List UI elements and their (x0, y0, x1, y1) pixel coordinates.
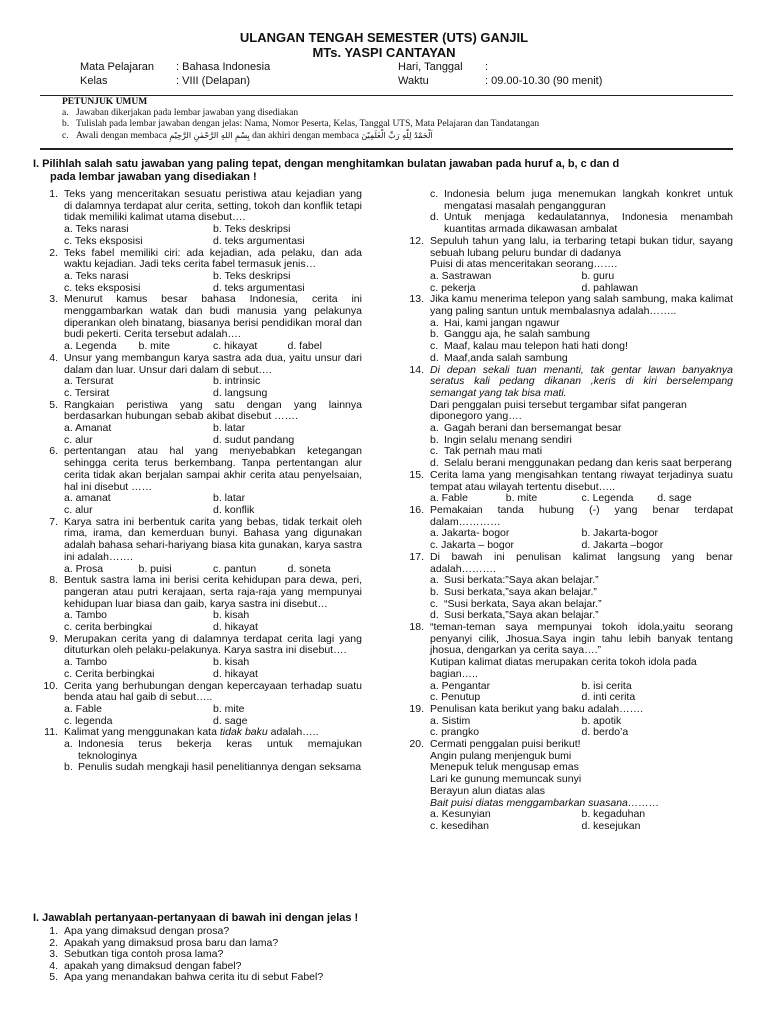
q11-letter-c: c. (430, 188, 439, 200)
q17-letter-a: a. (430, 574, 439, 587)
question-17 (406, 552, 733, 622)
q16-option-c[interactable]: c. Jakarta – bogor (430, 539, 515, 552)
q2-text: Teks fabel memiliki ciri: ada kejadian, ada pelaku, dan ada waktu kejadian. Jadi teks cerita fabel termasuk jenis… (64, 246, 362, 271)
q19-text: Penulisan kata berikut yang baku adalah……. (430, 702, 644, 715)
question-6 (40, 446, 362, 516)
q12-option-b[interactable]: b. guru (581, 269, 615, 282)
q6-option-b[interactable]: b. latar (213, 492, 246, 505)
q10-option-c[interactable]: c. legenda (64, 714, 113, 727)
exam-title: ULANGAN TENGAH SEMESTER (UTS) GANJIL (239, 30, 529, 45)
q20-number: 20. (409, 738, 424, 751)
q11-text-post: adalah….. (267, 726, 319, 739)
instruction-a: a. Jawaban dikerjakan pada lembar jawaban yang disediakan (62, 108, 299, 118)
question-16 (406, 505, 733, 552)
subject-label: Mata Pelajaran (80, 61, 154, 73)
q12-prompt: Puisi di atas menceritakan seorang……. (430, 258, 618, 271)
q6-option-d[interactable]: d. konflik (213, 503, 255, 516)
q17-option-b[interactable]: Susi berkata,”saya akan belajar.” (444, 585, 597, 598)
question-4 (40, 353, 362, 400)
question-10 (40, 681, 362, 728)
general-instructions-heading: PETUNJUK UMUM (62, 97, 148, 107)
q1-option-c[interactable]: c. Teks eksposisi (64, 234, 143, 247)
general-instructions (62, 97, 539, 142)
q11-text-italic: tidak baku (219, 726, 268, 739)
q12-number: 12. (409, 234, 424, 247)
left-question-column (40, 189, 362, 774)
q4-option-d[interactable]: d. langsung (213, 386, 268, 399)
q11-letter-d: d. (430, 211, 439, 224)
q16-option-b[interactable]: b. Jakarta-bogor (581, 527, 658, 540)
instruction-c: c. Awali dengan membaca بِسْمِ اللهِ الرَّحْمٰنِ الرَّحِيْمِ dan akhiri dengan membaca اَلْحَمْدُ لِلّٰهِ رَبِّ الْعٰلَمِيْنَ (62, 131, 433, 141)
q12-option-d[interactable]: d. pahlawan (581, 281, 639, 294)
essay-text: apakah yang dimaksud dengan fabel? (64, 959, 242, 972)
header-divider (40, 95, 733, 96)
q13-option-a[interactable]: Hai, kami jangan ngawur (444, 316, 560, 329)
q5-option-d[interactable]: d. sudut pandang (213, 433, 295, 446)
q18-option-b[interactable]: b. isi cerita (581, 679, 632, 692)
q6-number: 6. (49, 445, 58, 458)
q8-number: 8. (49, 574, 58, 587)
q10-text: Cerita yang berhubungan dengan kepercayaan terhadap suatu benda atau hal gaib di sebut….. (64, 679, 362, 704)
q2-option-b[interactable]: b. Teks deskripsi (213, 269, 291, 282)
q18-option-d[interactable]: d. inti cerita (581, 691, 636, 704)
q19-number: 19. (409, 702, 424, 715)
q7-option-c[interactable]: c. pantun (213, 562, 257, 575)
q11-option-c[interactable]: Indonesia belum juga menemukan langkah konkret untuk mengatasi masalah pengangguran (444, 188, 733, 212)
q9-option-c[interactable]: c. Cerita berbingkai (64, 667, 155, 680)
q4-number: 4. (49, 351, 58, 364)
q14-option-b[interactable]: Ingin selalu menang sendiri (444, 433, 572, 446)
q5-option-a[interactable]: a. Amanat (64, 422, 112, 435)
question-8 (40, 575, 362, 634)
q1-text: Teks yang menceritakan sesuatu peristiwa atau kejadian yang di dalamnya terdapat alur cerita, setting, tokoh dan konflik tetapi tidak memiliki kalimat utama disebut…. (64, 188, 362, 224)
q13-option-b[interactable]: Ganggu aja, he salah sambung (444, 328, 590, 341)
question-1 (40, 189, 362, 248)
instruction-b-text: Tulislah pada lembar jawaban dengan jelas: Nama, Nomor Peserta, Kelas, Tanggal UTS, Mata Pelajaran dan Tandatangan (76, 119, 540, 129)
q18-option-a[interactable]: a. Pengantar (430, 679, 491, 692)
q10-option-a[interactable]: a. Fable (64, 702, 102, 715)
q15-number: 15. (409, 468, 424, 481)
q1-number: 1. (49, 188, 58, 200)
hamdalah-text: اَلْحَمْدُ لِلّٰهِ رَبِّ الْعٰلَمِيْنَ (361, 131, 433, 140)
question-13 (406, 294, 733, 364)
q13-letter-a: a. (430, 316, 439, 329)
q11-number: 11. (44, 726, 58, 739)
q1-option-b[interactable]: b. Teks deskripsi (213, 223, 291, 236)
essay-question (40, 972, 540, 984)
q14-letter-a: a. (430, 422, 439, 435)
q16-number: 16. (409, 503, 424, 516)
q19-option-b[interactable]: b. apotik (581, 714, 622, 727)
essay-text: Sebutkan tiga contoh prosa lama? (64, 948, 224, 960)
q10-number: 10. (43, 679, 58, 692)
q19-option-c[interactable]: c. prangko (430, 726, 480, 739)
time-label: Waktu (398, 75, 429, 87)
q3-option-c[interactable]: c. hikayat (213, 340, 258, 353)
q2-option-a[interactable]: a. Teks narasi (64, 269, 129, 282)
q14-option-a[interactable]: Gagah berani dan bersemangat besar (444, 422, 622, 435)
essay-question (40, 949, 540, 961)
q15-option-d[interactable]: d. sage (657, 492, 692, 505)
q16-text: Pemakaian tanda hubung (-) yang benar terdapat dalam………… (430, 503, 733, 528)
q20-option-a[interactable]: a. Kesunyian (430, 808, 491, 821)
q14-prompt: Dari penggalan puisi tersebut tergambar sifat pangeran diponegoro yang…. (430, 398, 687, 423)
q7-option-a[interactable]: a. Prosa (64, 562, 104, 575)
q6-text: pertentangan atau hal yang menyebabkan ketegangan sehingga cerita terus berkembang. Tanpa pertentangan alur cerita tidak akan berjalan sampai akhir cerita atau penyelsaian, hal ini disebut …… (64, 445, 362, 493)
q17-letter-b: b. (430, 585, 439, 598)
q13-option-c[interactable]: Maaf, kalau mau telepon hati hati dong! (444, 340, 628, 353)
q3-option-d[interactable]: d. fabel (287, 340, 322, 353)
school-name: MTs. YASPI CANTAYAN (312, 45, 456, 60)
q18-prompt: Kutipan kalimat diatas merupakan cerita tokoh idola pada bagian….. (430, 656, 697, 680)
q18-text: “teman-teman saya mempunyai tokoh idola,yaitu seorang penyanyi cilik, Jhosua.Saya ingin tahu lebih banyak tentang jhosua, dengarkan ya cerita saya….” (430, 621, 733, 657)
question-9 (40, 634, 362, 681)
q5-number: 5. (49, 398, 58, 411)
q5-text: Rangkaian peristiwa yang satu dengan yang lainnya berdasarkan hubungan sebab akibat disebut ……. (64, 398, 362, 423)
instruction-c-pre: Awali dengan membaca (76, 131, 167, 141)
q15-option-c[interactable]: c. Legenda (581, 492, 634, 505)
section1-instruction-line2: pada lembar jawaban yang disediakan ! (50, 171, 257, 183)
q14-letter-b: b. (430, 433, 439, 446)
essay-question-list (40, 926, 540, 984)
q20-option-c[interactable]: c. kesedihan (430, 819, 489, 832)
q6-option-a[interactable]: a. amanat (64, 492, 111, 505)
q17-option-a[interactable]: Susi berkata:”Saya akan belajar.” (444, 574, 599, 587)
q14-option-c[interactable]: Tak pernah mau mati (444, 445, 543, 458)
section1-instruction-line1: I. Pilihlah salah satu jawaban yang paling tepat, dengan menghitamkan bulatan jawaban pada huruf a, b, c dan d (33, 158, 620, 170)
q12-option-c[interactable]: c. pekerja (430, 281, 476, 294)
question-12 (406, 236, 733, 295)
q20-text: Cermati penggalan puisi berikut! (430, 738, 581, 751)
q3-number: 3. (49, 293, 58, 306)
q8-option-b[interactable]: b. kisah (213, 609, 250, 622)
q5-option-c[interactable]: c. alur (64, 433, 93, 446)
q11-letter-b: b. (64, 761, 73, 774)
q8-option-c[interactable]: c. cerita berbingkai (64, 621, 153, 634)
q7-number: 7. (49, 515, 58, 528)
q14-letter-c: c. (430, 445, 439, 458)
q9-text: Merupakan cerita yang di dalamnya terdapat cerita lagi yang dituturkan oleh pelaku-pelakunya. Karya sastra ini disebut…. (64, 632, 362, 657)
q11-letter-a: a. (64, 738, 73, 751)
essay-number: 2. (49, 936, 58, 949)
question-5 (40, 400, 362, 447)
q2-option-c[interactable]: c. teks eksposisi (64, 281, 141, 294)
essay-number: 3. (49, 948, 58, 960)
q13-number: 13. (409, 293, 424, 306)
q15-option-a[interactable]: a. Fable (430, 492, 468, 505)
question-15 (406, 470, 733, 505)
q9-option-b[interactable]: b. kisah (213, 656, 250, 669)
class-value: : VIII (Delapan) (176, 75, 250, 87)
q17-option-d[interactable]: Susi berkata,”Saya akan belajar.” (444, 609, 599, 622)
q13-option-d[interactable]: Maaf,anda salah sambung (444, 351, 568, 364)
essay-number: 5. (49, 971, 58, 983)
q15-option-b[interactable]: b. mite (505, 492, 538, 505)
q14-option-d[interactable]: Selalu berani menggunakan pedang dan keris saat berperang (444, 457, 732, 470)
q17-letter-d: d. (430, 609, 439, 622)
q4-text: Unsur yang membangun karya sastra ada dua, yaitu unsur dari dalam dan luar. Unsur dari dalam di sebut…. (64, 351, 362, 376)
instruction-c-mid: dan akhiri dengan membaca (252, 131, 359, 141)
q6-option-c[interactable]: c. alur (64, 503, 93, 516)
date-label: Hari, Tanggal (398, 61, 463, 73)
q5-option-b[interactable]: b. latar (213, 422, 246, 435)
q15-text: Cerita lama yang mengisahkan tentang riwayat terjadinya suatu tempat atau wilayah tertentu disebut….. (430, 468, 733, 493)
date-value: : (485, 61, 489, 73)
q8-option-d[interactable]: d. hikayat (213, 621, 258, 634)
essay-number: 4. (49, 959, 58, 972)
q11-text-pre: Kalimat yang menggunakan kata (64, 726, 220, 739)
q20-option-b[interactable]: b. kegaduhan (581, 808, 646, 821)
q9-number: 9. (49, 632, 58, 645)
question-2 (40, 248, 362, 295)
q17-number: 17. (409, 550, 424, 563)
q17-letter-c: c. (430, 597, 439, 610)
question-20 (406, 739, 733, 833)
instruction-b: b. Tulislah pada lembar jawaban dengan jelas: Nama, Nomor Peserta, Kelas, Tanggal UTS, Mata Pelajaran dan Tandatangan (62, 119, 540, 129)
q4-option-b[interactable]: b. intrinsic (213, 375, 261, 388)
q7-text: Karya satra ini berbentuk carita yang bebas, tidak terkait oleh rima, irama, dan kemerduan bunyi. Bahasa yang digunakan adalah bahasa sehari-hariyang biasa kita gunakan, karya sastra ini adalah……. (64, 515, 362, 563)
q2-option-d[interactable]: d. teks argumentasi (213, 281, 305, 294)
question-7 (40, 517, 362, 576)
q20-prompt: Bait puisi diatas menggambarkan suasana……… (430, 796, 660, 809)
q11-option-a[interactable]: Indonesia terus bekerja keras untuk memajukan teknologinya (78, 738, 362, 762)
basmalah-text: بِسْمِ اللهِ الرَّحْمٰنِ الرَّحِيْمِ (169, 131, 250, 140)
question-14 (406, 365, 733, 470)
q20-option-d[interactable]: d. kesejukan (581, 819, 641, 832)
q17-text: Di bawah ini penulisan kalimat langsung yang benar adalah………. (430, 550, 733, 575)
essay-number: 1. (49, 925, 58, 937)
subject-value: : Bahasa Indonesia (176, 61, 271, 73)
question-11 (40, 727, 362, 774)
q11-option-b[interactable]: Penulis sudah mengkaji hasil penelitiannya dengan seksama (78, 761, 362, 774)
q16-option-d[interactable]: d. Jakarta –bogor (581, 539, 664, 552)
question-3 (40, 294, 362, 353)
essay-text: Apakah yang dimaksud prosa baru dan lama? (64, 936, 279, 949)
q14-poem: Di depan sekali tuan menanti, tak gentar lawan banyaknya seratus kali pedang dikanan ,keris di kiri berselempang semangat yang tak bisa mati. (430, 363, 733, 399)
question-19 (406, 704, 733, 739)
q1-option-d[interactable]: d. teks argumentasi (213, 234, 305, 247)
essay-question (40, 926, 540, 938)
q14-number: 14. (409, 363, 424, 376)
class-label: Kelas (80, 75, 108, 87)
q3-text: Menurut kamus besar bahasa Indonesia, cerita ini menggambarkan watak dan budi manusia yang pelakunya diperankan oleh binatang, biasanya berisi pendidikan moral dan budi pekerti. Cerita tersebut adalah…. (64, 293, 362, 341)
q8-option-a[interactable]: a. Tambo (64, 609, 107, 622)
q20-poem-line-3: Lari ke gunung memuncak sunyi (430, 773, 582, 786)
q3-option-a[interactable]: a. Legenda (64, 340, 117, 353)
q13-letter-d: d. (430, 351, 439, 364)
q14-letter-d: d. (430, 457, 439, 470)
q20-poem-line-2: Menepuk teluk mengusap emas (430, 761, 579, 774)
q12-text: Sepuluh tahun yang lalu, ia terbaring tetapi bukan tidur, sayang sebuah lubang peluru bundar di dadanya (430, 234, 733, 259)
instructions-divider (40, 148, 733, 150)
q17-option-c[interactable]: “Susi berkata, Saya akan belajar.” (444, 597, 602, 610)
q3-option-b[interactable]: b. mite (138, 340, 171, 353)
q16-option-a[interactable]: a. Jakarta- bogor (430, 527, 510, 540)
q4-option-a[interactable]: a. Tersurat (64, 375, 114, 388)
q1-option-a[interactable]: a. Teks narasi (64, 223, 129, 236)
q8-text: Bentuk sastra lama ini berisi cerita kehidupan para dewa, peri, pangeran atau putri kerajaan, serta raja-raja yang mempunyai kehidupan luar biasa dan gaib, karya sastra ini disebut… (64, 574, 362, 610)
q11-option-d[interactable]: Untuk menjaga kedaulatannya, Indonesia menambah kuantitas armada dikawasan ambalat (444, 211, 733, 236)
q19-option-d[interactable]: d. berdo’a (581, 726, 629, 739)
q19-option-a[interactable]: a. Sistim (430, 714, 471, 727)
q13-letter-c: c. (430, 340, 439, 353)
q13-letter-b: b. (430, 328, 439, 341)
instruction-a-text: Jawaban dikerjakan pada lembar jawaban yang disediakan (76, 108, 299, 118)
q4-option-c[interactable]: c. Tersirat (64, 386, 110, 399)
section2-instruction: I. Jawablah pertanyaan-pertanyaan di bawah ini dengan jelas ! (33, 912, 359, 924)
q10-option-b[interactable]: b. mite (213, 702, 245, 715)
q20-poem-line-1: Angin pulang menjenguk bumi (430, 749, 572, 762)
q10-option-d[interactable]: d. sage (213, 714, 248, 727)
q18-number: 18. (409, 621, 424, 634)
essay-text: Apa yang dimaksud dengan prosa? (64, 925, 230, 937)
q7-option-d[interactable]: d. soneta (287, 562, 331, 575)
q9-option-a[interactable]: a. Tambo (64, 656, 107, 669)
q13-text: Jika kamu menerima telepon yang salah sambung, maka kalimat yang paling santun untuk membalasnya adalah…….. (430, 293, 733, 318)
question-18 (406, 622, 733, 704)
q20-poem-line-4: Berayun alun diatas alas (430, 784, 545, 797)
q9-option-d[interactable]: d. hikayat (213, 667, 258, 680)
q12-option-a[interactable]: a. Sastrawan (430, 269, 492, 282)
q2-number: 2. (49, 246, 58, 259)
q7-option-b[interactable]: b. puisi (138, 562, 172, 575)
right-question-column (406, 189, 733, 833)
time-value: : 09.00-10.30 (90 menit) (485, 75, 603, 87)
essay-text: Apa yang menandakan bahwa cerita itu di sebut Fabel? (64, 971, 324, 983)
q18-option-c[interactable]: c. Penutup (430, 691, 481, 704)
